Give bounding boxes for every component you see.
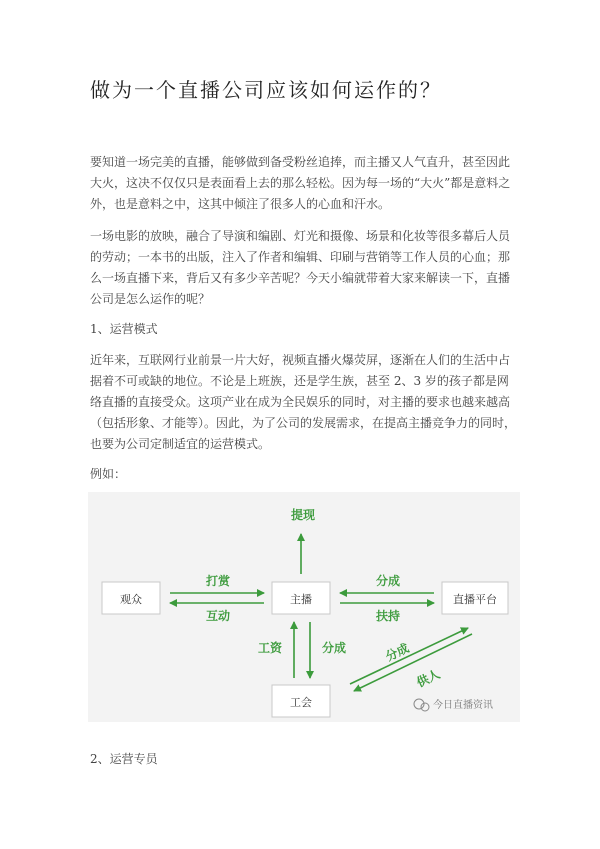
label-salary: 工资 xyxy=(257,641,283,655)
label-share-anchor-platform: 分成 xyxy=(375,574,401,588)
label-supply-anchor: 供人 xyxy=(414,666,443,690)
node-platform xyxy=(442,582,508,614)
arrow-supply-anchor xyxy=(354,634,472,691)
example-label: 例如： xyxy=(90,467,127,481)
paragraph-industry: 近年来，互联网行业前景一片大好，视频直播火爆荧屏，逐渐在人们的生活中占 据着不可或缺的地位。不论是上班族，还是学生族，甚至 2、3 岁的孩子都是网 络直播的直接受众。这项产业在成为全民娱乐的同时，对主播的要求也越来越高 （包括形象、才能等）。因此，为了公司的发展需求，在提高主播竞争力的同时， 也要为公司定制适宜的运营模式。 xyxy=(90,353,517,451)
operation-mode-diagram xyxy=(88,492,520,722)
label-support: 扶持 xyxy=(375,609,401,623)
arrow-share-platform-union xyxy=(350,628,468,684)
article-title: 做为一个直播公司应该如何运作的？ xyxy=(90,78,442,102)
node-audience xyxy=(102,582,160,614)
svg-text:工会: 工会 xyxy=(290,696,312,709)
label-interact: 互动 xyxy=(205,609,231,623)
label-share-union-anchor: 分成 xyxy=(321,641,347,655)
watermark-text: 今日直播资讯 xyxy=(433,700,493,711)
label-reward: 打赏 xyxy=(205,574,231,588)
label-share-platform-union: 分成 xyxy=(383,640,412,664)
svg-text:直播平台: 直播平台 xyxy=(453,593,497,606)
svg-text:主播: 主播 xyxy=(290,593,312,606)
section-heading-operation-staff: 2、运营专员 xyxy=(90,752,158,766)
watermark xyxy=(414,698,493,711)
svg-text:观众: 观众 xyxy=(120,593,142,606)
paragraph-analogy: 一场电影的放映，融合了导演和编剧、灯光和摄像、场景和化妆等很多幕后人员 的劳动；一本书的出版，注入了作者和编辑、印刷与营销等工作人员的心血；那 么一场直播下来，背后又有多少辛苦呢？今天小编就带着大家来解读一下，直播 公司是怎么运作的呢？ xyxy=(90,229,511,306)
paragraph-intro: 要知道一场完美的直播，能够做到备受粉丝追捧，而主播又人气直升，甚至因此 大火，这决不仅仅只是表面看上去的那么轻松。因为每一场的“大火”都是意料之 外，也是意料之中，这其中倾注了很多人的心血和汗水。 xyxy=(90,155,511,211)
label-withdraw: 提现 xyxy=(290,508,316,522)
section-heading-operation-mode: 1、运营模式 xyxy=(90,322,158,336)
node-union xyxy=(272,685,330,717)
node-anchor xyxy=(272,582,330,614)
